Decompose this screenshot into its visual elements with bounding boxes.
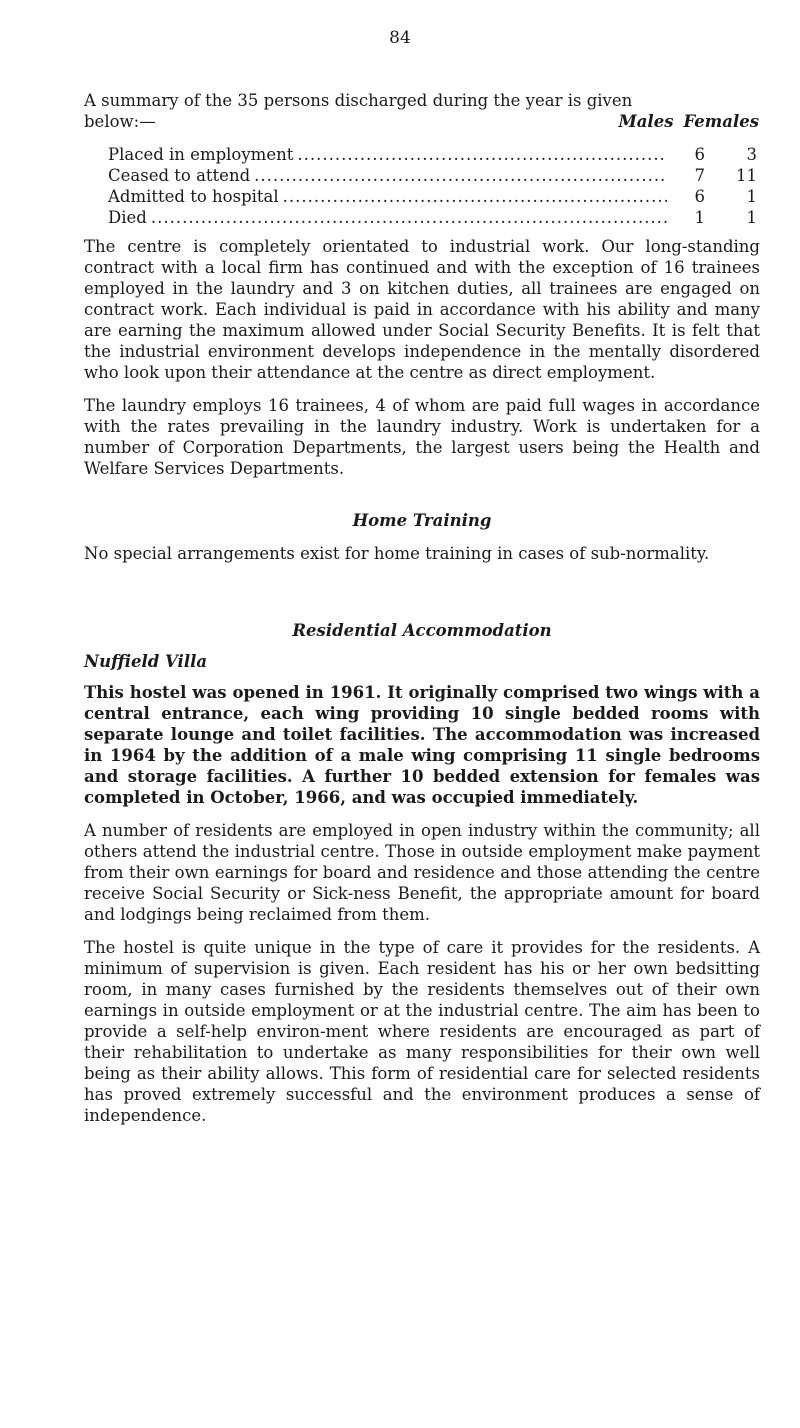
intro-line-2 — [84, 111, 760, 132]
leader-dots — [297, 144, 667, 165]
leader-dots — [151, 207, 667, 228]
intro-below: below:— — [84, 112, 156, 131]
heading-home-training: Home Training — [352, 511, 492, 530]
row-males: 6 — [694, 187, 705, 206]
column-headers — [618, 111, 760, 132]
leader-dots — [283, 186, 667, 207]
row-females: 1 — [746, 208, 757, 227]
discharge-summary-table — [108, 144, 757, 228]
page-content — [84, 90, 760, 1126]
row-females: 1 — [746, 187, 757, 206]
paragraph-hostel-history: This hostel was opened in 1961. It originally comprised two wings with a central entrance, each wing providing 10 single bedded rooms with separate lounge and toilet facilities. The accommodation was increased in 1964 by the addition of a male wing comprising 11 single bedrooms and storage facilities. A further 10 bedded extension for females was completed in October, 1966, and was occupied immediately. — [84, 683, 760, 807]
column-header-females: Females — [683, 112, 759, 131]
row-label: Ceased to attend — [108, 166, 251, 185]
paragraph-residents-employment: A number of residents are employed in open industry within the community; all others attend the industrial centre. Those in outside employment make payment from their own earnings for board and residence and those attending the centre receive Social Security or Sick-ness Benefit, the appropriate amount for board and lodgings being reclaimed from them. — [84, 821, 760, 924]
intro-line-1: A summary of the 35 persons discharged during the year is given — [84, 91, 633, 110]
row-label: Placed in employment — [108, 145, 294, 164]
table-row — [108, 165, 757, 186]
row-males: 7 — [694, 166, 705, 185]
table-row — [108, 144, 757, 165]
table-row — [108, 207, 757, 228]
row-females: 3 — [746, 145, 757, 164]
paragraph-home-training: No special arrangements exist for home training in cases of sub-normality. — [84, 544, 710, 563]
leader-dots — [254, 165, 667, 186]
page-number: 84 — [389, 28, 411, 48]
row-label: Admitted to hospital — [108, 187, 279, 206]
paragraph-hostel-care: The hostel is quite unique in the type of care it provides for the residents. A minimum of supervision is given. Each resident has his or her own bedsitting room, in many cases furnished by the residents themselves out of their own earnings in outside employment or at the industrial centre. The aim has been to provide a self-help environ-ment where residents are encouraged as part of their rehabilitation to undertake as many responsibilities for their own well being as their ability allows. This form of residential care for selected residents has proved extremely successful and the environment produces a sense of independence. — [84, 938, 760, 1125]
paragraph-industrial-work: The centre is completely orientated to industrial work. Our long-standing contract with a local firm has continued and with the exception of 16 trainees employed in the laundry and 3 on kitchen duties, all trainees are engaged on contract work. Each individual is paid in accordance with his ability and many are earning the maximum allowed under Social Security Benefits. It is felt that the industrial environment develops independence in the mentally disordered who look upon their attendance at the centre as direct employment. — [84, 237, 760, 382]
paragraph-laundry: The laundry employs 16 trainees, 4 of whom are paid full wages in accordance with the rates prevailing in the laundry industry. Work is undertaken for a number of Corporation Departments, the largest users being the Health and Welfare Services Departments. — [84, 396, 760, 478]
row-males: 1 — [694, 208, 705, 227]
subheading-nuffield-villa: Nuffield Villa — [84, 652, 208, 671]
heading-residential-accommodation: Residential Accommodation — [292, 621, 552, 640]
row-males: 6 — [694, 145, 705, 164]
row-females: 11 — [736, 166, 757, 185]
row-label: Died — [108, 208, 147, 227]
table-row — [108, 186, 757, 207]
column-header-males: Males — [618, 112, 674, 131]
